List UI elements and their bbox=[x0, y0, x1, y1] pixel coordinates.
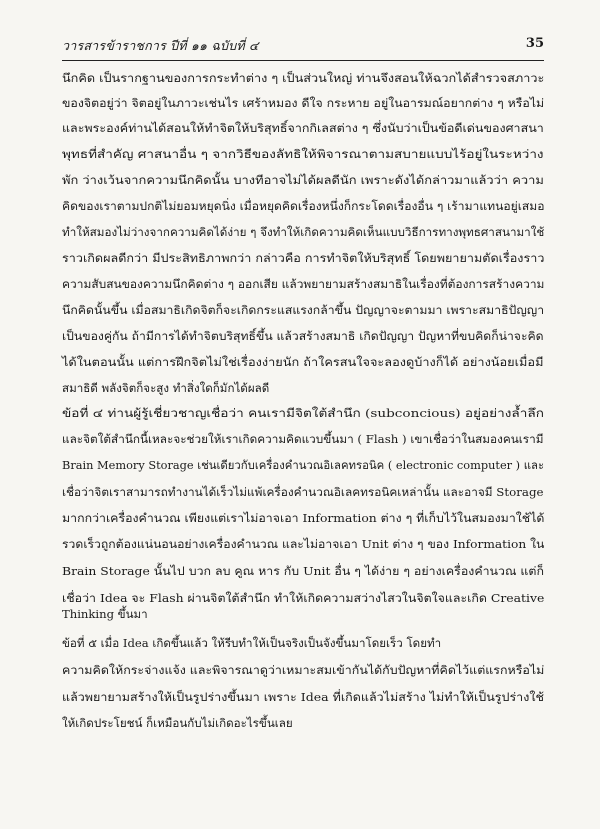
text-line: นึกคิดนั้นขึ้น เมื่อสมาธิเกิดจิตก็จะเกิดกระแสแรงกล้าขึ้น ปัญญาจะตามมา เพราะสมาธิปัญญา bbox=[62, 303, 545, 317]
text-line: มากกว่าเครื่องคำนวณ เพียงแต่เราไม่อาจเอา Information ต่าง ๆ ที่เก็บไว้ในสมองมาใช้ได้ bbox=[62, 511, 545, 525]
text-line: พุทธที่สำคัญ ศาสนาอื่น ๆ จากวิธีของลัทธิให้พิจารณาตามสบายแบบไร้อยู่ในระหว่าง bbox=[62, 147, 544, 161]
text-line: Brain Memory Storage เช่นเดียวกับเครื่องคำนวณอิเลคทรอนิค ( electronic computer ) และ bbox=[62, 458, 545, 472]
text-line: Thinking ขึ้นมา bbox=[62, 607, 148, 621]
text-line: พัก ว่างเว้นจากความนึกคิดนั้น บางทีอาจไม่ได้ผลดีนัก เพราะดังได้กล่าวมาแล้วว่า ความ bbox=[62, 173, 544, 187]
text-line: ข้อที่ ๕ เมื่อ Idea เกิดขึ้นแล้ว ให้รีบทำให้เป็นจริงเป็นจังขึ้นมาโดยเร็ว โดยทำ bbox=[62, 636, 442, 650]
text-line: ให้เกิดประโยชน์ ก็เหมือนกับไม่เกิดอะไรขึ้นเลย bbox=[62, 716, 293, 730]
text-line: ของจิตอยู่ว่า จิตอยู่ในภาวะเช่นไร เศร้าหมอง ดีใจ กระหาย อยู่ในอารมณ์อยากต่าง ๆ หรือไม่ bbox=[62, 96, 545, 110]
text-line: เชื่อว่าจิตเราสามารถทำงานได้เร็วไม่แพ้เครื่องคำนวณอิเลคทรอนิคเหล่านั้น และอาจมี Storage bbox=[62, 485, 544, 499]
text-line: ความคิดให้กระจ่างแจ้ง และพิจารณาดูว่าเหมาะสมเข้ากันได้กับปัญหาที่คิดไว้แต่แรกหรือไม่ bbox=[62, 663, 545, 677]
text-line: รวดเร็วถูกต้องแน่นอนอย่างเครื่องคำนวณ และไม่อาจเอา Unit ต่าง ๆ ของ Information ใน bbox=[62, 537, 545, 551]
text-line: สมาธิดี พลังจิตก็จะสูง ทำสิ่งใดก็มักได้ผลดี bbox=[62, 381, 270, 395]
text-line: นึกคิด เป็นรากฐานของการกระทำต่าง ๆ เป็นส่วนใหญ่ ท่านจึงสอนให้ฉวกได้สำรวจสภาวะ bbox=[62, 71, 545, 85]
text-line: และจิตใต้สำนึกนี้เหละจะช่วยให้เราเกิดความคิดแวบขึ้นมา ( Flash ) เขาเชื่อว่าในสมองคนเรามี bbox=[62, 432, 544, 446]
text-line: เป็นของคู่กัน ถ้ามีการได้ทำจิตบริสุทธิ์ขึ้น แล้วสร้างสมาธิ เกิดปัญญา ปัญหาที่ขบคิดก็น่าจะคิด bbox=[62, 329, 544, 343]
text-line: และพระองค์ท่านได้สอนให้ทำจิตให้บริสุทธิ์จากกิเลสต่าง ๆ ซึ่งนับว่าเป็นข้อดีเด่นของศาสนา bbox=[62, 121, 544, 135]
page-header bbox=[62, 36, 544, 58]
text-line: ราวเกิดผลดีกว่า มีประสิทธิภาพกว่า กล่าวคือ การทำจิตให้บริสุทธิ์ โดยพยายามตัดเรื่องราว bbox=[62, 251, 545, 265]
text-line: ข้อที่ ๔ ท่านผู้รู้เชี่ยวชาญเชื่อว่า คนเรามีจิตใต้สำนึก (subconcious) อยู่อย่างล้ำลึก bbox=[62, 406, 544, 420]
journal-title: วารสารข้าราชการ ปีที่ ๑๑ ฉบับที่ ๔ bbox=[62, 38, 259, 53]
page-number: 35 bbox=[525, 36, 544, 51]
text-line: ความสับสนของความนึกคิดต่าง ๆ ออกเสีย แล้วพยายามสร้างสมาธิในเรื่องที่ต้องการสร้างความ bbox=[62, 277, 545, 291]
text-line: Brain Storage นั้นไป บวก ลบ คูณ หาร กับ Unit อื่น ๆ ได้ง่าย ๆ อย่างเครื่องคำนวณ แต่ก็ bbox=[62, 564, 544, 578]
text-line: เชื่อว่า Idea จะ Flash ผ่านจิตใต้สำนึก ทำให้เกิดความสว่างไสวในจิตใจและเกิด Creative bbox=[62, 591, 545, 605]
text-line: คิดของเราตามปกติไม่ยอมหยุดนิ่ง เมื่อหยุดคิดเรื่องหนึ่งก็กระโดดเรื่องอื่น ๆ เร้ามาแทนอยู่เสมอ bbox=[62, 199, 545, 213]
text-line: แล้วพยายามสร้างให้เป็นรูปร่างขึ้นมา เพราะ Idea ที่เกิดแล้วไม่สร้าง ไม่ทำให้เป็นรูปร่างใช้ bbox=[62, 690, 544, 704]
text-line: ได้ในตอนนั้น แต่การฝึกจิตไม่ใช่เรื่องง่ายนัก ถ้าใครสนใจจะลองดูบ้างก็ได้ อย่างน้อยเมื่อมี bbox=[62, 355, 544, 369]
header-rule bbox=[62, 60, 544, 61]
text-line: ทำให้สมองไม่ว่างจากความคิดได้ง่าย ๆ จึงทำให้เกิดความคิดเห็นแบบวิธีการทางพุทธศาสนามาใช้ bbox=[62, 225, 545, 239]
